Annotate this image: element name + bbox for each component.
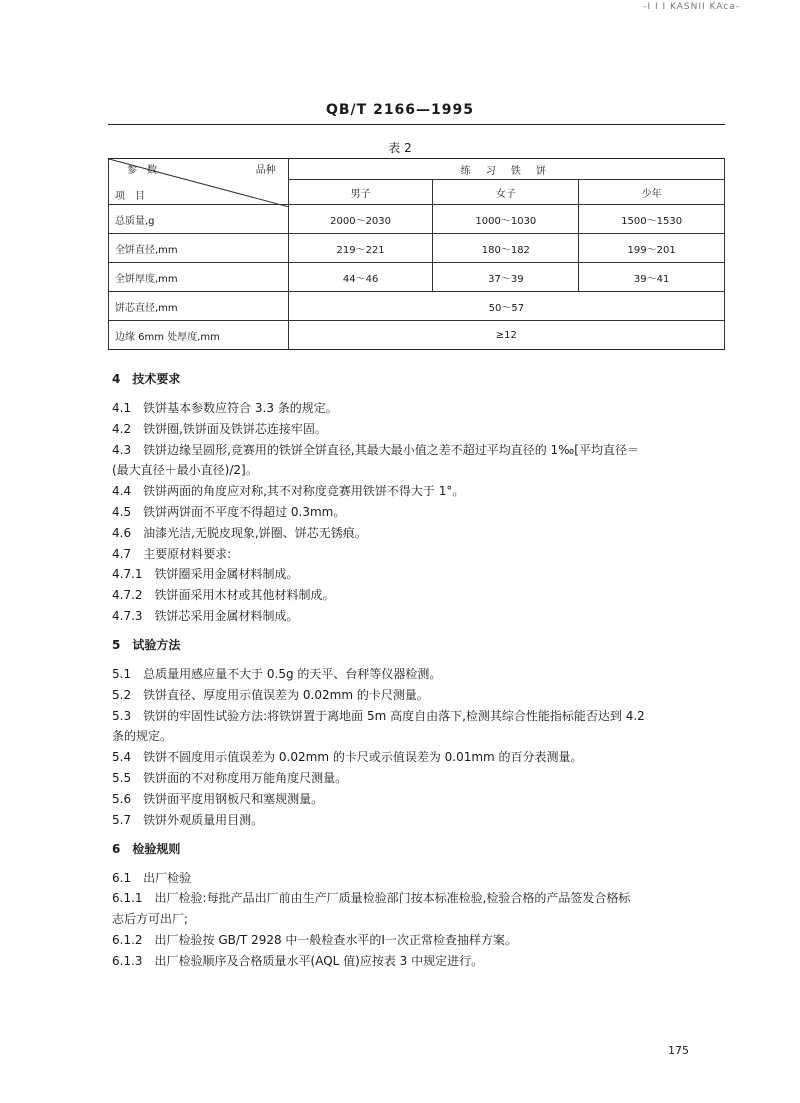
clause: [112, 567, 728, 582]
paragraph-continuation: [112, 463, 728, 478]
table-header-row: [109, 159, 725, 180]
table-cell: 219～221: [288, 234, 433, 263]
table-cell: 39～41: [579, 263, 725, 292]
clause-text: 铁饼芯采用金属材料制成。: [154, 608, 299, 623]
page-number: 175: [668, 1044, 689, 1057]
clause-text: 志后方可出厂;: [112, 912, 189, 927]
clause-text: 试验方法: [132, 637, 181, 652]
clause-text: 铁饼圈,铁饼面及铁饼芯连接牢固。: [143, 421, 327, 436]
clause-text: 出厂检验:每批产品出厂前由生产厂质量检验部门按本标准检验,检验合格的产品签发合格标: [154, 891, 631, 906]
clause: [112, 526, 728, 541]
row-label: 全饼直径,mm: [109, 234, 289, 263]
clause-text: 总质量用感应量不大于 0.5g 的天平、台秤等仪器检测。: [143, 666, 442, 681]
table-row: [109, 263, 725, 292]
table-cell: 1500～1530: [579, 205, 725, 234]
clause: [112, 443, 728, 458]
clause-text: 铁饼的牢固性试验方法:将铁饼置于离地面 5m 高度自由落下,检测其综合性能指标能否达到 4.2: [143, 708, 645, 723]
clause-number: 6.1: [112, 870, 132, 885]
group-header-cell: 练 习 铁 饼: [288, 159, 724, 180]
parameters-table: [108, 158, 725, 350]
row-label: 总质量,g: [109, 205, 289, 234]
header-variety-label: 品种: [255, 165, 276, 176]
paragraph-continuation: [112, 912, 728, 927]
clause: [112, 954, 728, 969]
clause-text: 铁饼基本参数应符合 3.3 条的规定。: [143, 401, 338, 415]
clause-number: 5: [112, 637, 121, 652]
clause-text: 铁饼两饼面不平度不得超过 0.3mm。: [143, 504, 346, 519]
clause: [112, 792, 728, 807]
clause-number: 4.7.3: [112, 608, 143, 623]
column-header-youth: 少年: [579, 180, 725, 205]
paragraph-continuation: [112, 729, 728, 744]
table-title: 表 2: [388, 141, 412, 155]
clause-text: 铁饼圈采用金属材料制成。: [154, 567, 299, 582]
table-row: [109, 234, 725, 263]
clause: [112, 709, 728, 724]
clause-number: 4.2: [112, 421, 132, 436]
section-heading: [112, 372, 728, 387]
clause-number: 5.3: [112, 708, 132, 723]
clause: [112, 813, 728, 828]
clause-text: 铁饼外观质量用目测。: [143, 812, 264, 827]
clause-text: 技术要求: [132, 372, 181, 386]
clause-number: 4.5: [112, 504, 132, 519]
clause: [112, 891, 728, 906]
table-cell: 37～39: [433, 263, 579, 292]
header-item-label: 项 目: [115, 191, 145, 202]
row-label: 全饼厚度,mm: [109, 263, 289, 292]
clause: [112, 871, 728, 886]
clause-text: 检验规则: [132, 841, 181, 856]
section-heading: [112, 638, 728, 653]
clause-number: 4.7: [112, 546, 132, 561]
table-cell: 44～46: [288, 263, 433, 292]
clause-text: (最大直径＋最小直径)/2]。: [112, 463, 258, 478]
clause: [112, 401, 728, 416]
table-row: [109, 292, 725, 321]
table-cell: 199～201: [579, 234, 725, 263]
table-merged-cell: 50～57: [288, 292, 724, 321]
clause-text: 出厂检验: [143, 870, 192, 885]
clause-number: 4.4: [112, 484, 132, 499]
clause-text: 出厂检验顺序及合格质量水平(AQL 值)应按表 3 中规定进行。: [154, 953, 484, 968]
clause-text: 主要原材料要求:: [143, 546, 232, 561]
clause-number: 6.1.2: [112, 932, 143, 947]
clause-number: 4: [112, 372, 121, 386]
row-label: 边缘 6mm 处厚度,mm: [109, 321, 289, 350]
standard-number: QB/T 2166—1995: [325, 102, 475, 118]
document-body: [112, 372, 728, 975]
clause-number: 4.7.1: [112, 567, 143, 582]
clause-number: 4.1: [112, 401, 132, 415]
clause-number: 6.1.3: [112, 953, 143, 968]
clause-text: 铁饼面平度用钢板尺和塞规测量。: [143, 791, 324, 806]
table-row: [109, 205, 725, 234]
table-cell: 1000～1030: [433, 205, 579, 234]
clause-number: 6: [112, 841, 121, 856]
corner-header-text: -I I I KASNII KAca-: [643, 2, 740, 12]
clause-number: 5.5: [112, 770, 132, 785]
clause-number: 5.1: [112, 666, 132, 681]
clause: [112, 609, 728, 624]
clause: [112, 688, 728, 703]
clause-number: 5.2: [112, 687, 132, 702]
row-label: 饼芯直径,mm: [109, 292, 289, 321]
clause: [112, 771, 728, 786]
table-cell: 180～182: [433, 234, 579, 263]
clause: [112, 667, 728, 682]
table-cell: 2000～2030: [288, 205, 433, 234]
clause-text: 出厂检验按 GB/T 2928 中一般检查水平的Ⅰ一次正常检查抽样方案。: [154, 932, 517, 947]
clause-number: 5.7: [112, 812, 132, 827]
header-param-label: 参 数: [127, 165, 157, 176]
clause-text: 油漆光洁,无脱皮现象,饼圈、饼芯无锈痕。: [143, 525, 367, 540]
clause: [112, 588, 728, 603]
column-header-women: 女子: [433, 180, 579, 205]
table-row: [109, 321, 725, 350]
clause-text: 铁饼面采用木材或其他材料制成。: [154, 588, 335, 603]
header-rule: [108, 124, 725, 125]
clause-text: 铁饼面的不对称度用万能角度尺测量。: [143, 770, 348, 785]
clause-number: 4.6: [112, 525, 132, 540]
table-merged-cell: ≥12: [288, 321, 724, 350]
clause-number: 6.1.1: [112, 891, 143, 906]
clause-text: 铁饼两面的角度应对称,其不对称度竞赛用铁饼不得大于 1°。: [143, 484, 465, 499]
clause-text: 铁饼直径、厚度用示值误差为 0.02mm 的卡尺测量。: [143, 687, 429, 702]
clause: [112, 484, 728, 499]
clause: [112, 422, 728, 437]
clause-number: 4.3: [112, 442, 132, 457]
clause-text: 条的规定。: [112, 729, 173, 744]
clause-number: 4.7.2: [112, 588, 143, 603]
clause-text: 铁饼不圆度用示值误差为 0.02mm 的卡尺或示值误差为 0.01mm 的百分表测量。: [143, 750, 583, 765]
column-header-men: 男子: [288, 180, 433, 205]
clause: [112, 547, 728, 562]
clause-number: 5.4: [112, 750, 132, 765]
clause-text: 铁饼边缘呈圆形,竞赛用的铁饼全饼直径,其最大最小值之差不超过平均直径的 1‰[平均直径＝: [143, 442, 639, 457]
clause: [112, 933, 728, 948]
section-heading: [112, 842, 728, 857]
clause: [112, 505, 728, 520]
clause-number: 5.6: [112, 791, 132, 806]
clause: [112, 750, 728, 765]
diagonal-header-cell: [109, 159, 289, 205]
